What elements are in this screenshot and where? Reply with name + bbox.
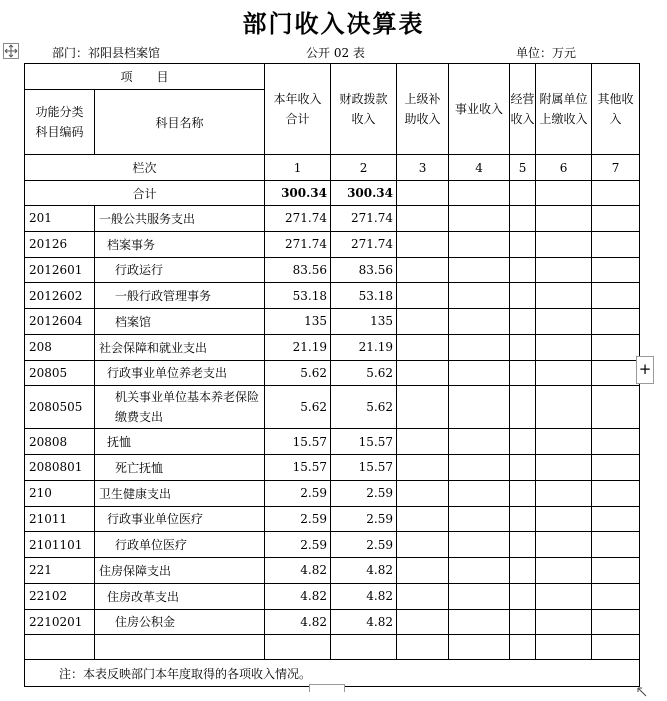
row-code: 2210201: [25, 609, 95, 635]
row-code: 20808: [25, 429, 95, 455]
row-name: 档案馆: [95, 309, 265, 335]
row-total: 5.62: [265, 360, 331, 386]
row-name: 卫生健康支出: [95, 480, 265, 506]
table-row: [25, 360, 640, 386]
column-index-label: 栏次: [25, 155, 265, 181]
table-row: [25, 558, 640, 584]
table-move-handle-icon[interactable]: [3, 43, 19, 59]
row-fiscal: 53.18: [331, 283, 397, 309]
column-index-number: 6: [536, 155, 592, 181]
table-row: [25, 257, 640, 283]
table-row: [25, 532, 640, 558]
row-name: 行政事业单位养老支出: [95, 360, 265, 386]
row-total: 135: [265, 309, 331, 335]
row-fiscal: 2.59: [331, 506, 397, 532]
row-code: 221: [25, 558, 95, 584]
row-code: 21011: [25, 506, 95, 532]
row-fiscal: 5.62: [331, 360, 397, 386]
row-fiscal: 83.56: [331, 257, 397, 283]
row-code: 2080801: [25, 455, 95, 481]
total-fiscal-value: 300.34: [331, 181, 397, 206]
row-fiscal: 271.74: [331, 231, 397, 257]
row-total: 83.56: [265, 257, 331, 283]
row-code: 208: [25, 334, 95, 360]
table-row: [25, 283, 640, 309]
row-code: 201: [25, 206, 95, 232]
form-code-label: 公开 02 表: [306, 46, 365, 60]
row-name: 行政运行: [95, 257, 265, 283]
row-name: 一般行政管理事务: [95, 283, 265, 309]
row-code: 2012601: [25, 257, 95, 283]
unit-label: 单位：万元: [516, 46, 577, 60]
row-name: 住房保障支出: [95, 558, 265, 584]
add-row-tab-icon[interactable]: [309, 684, 345, 692]
header-other-income: 其他收入: [592, 64, 640, 155]
row-total: 4.82: [265, 558, 331, 584]
row-code: 2012604: [25, 309, 95, 335]
table-note: 注：本表反映部门本年度取得的各项收入情况。: [25, 660, 640, 687]
row-name: 机关事业单位基本养老保险缴费支出: [95, 386, 265, 429]
row-code: 2012602: [25, 283, 95, 309]
row-fiscal: 15.57: [331, 429, 397, 455]
table-row: [25, 480, 640, 506]
column-index-row: [25, 155, 640, 181]
header-item: 项 目: [25, 64, 265, 90]
table-row: [25, 309, 640, 335]
column-index-number: 3: [397, 155, 449, 181]
empty-row: [25, 635, 640, 660]
column-index-number: 1: [265, 155, 331, 181]
header-fiscal-allocation: 财政拨款收入: [331, 64, 397, 155]
table-row: [25, 455, 640, 481]
row-fiscal: 21.19: [331, 334, 397, 360]
row-total: 15.57: [265, 455, 331, 481]
row-name: 一般公共服务支出: [95, 206, 265, 232]
row-total: 5.62: [265, 386, 331, 429]
total-label: 合计: [25, 181, 265, 206]
table-row: [25, 429, 640, 455]
row-total: 21.19: [265, 334, 331, 360]
row-total: 4.82: [265, 583, 331, 609]
total-income-value: 300.34: [265, 181, 331, 206]
row-total: 2.59: [265, 532, 331, 558]
table-row: [25, 506, 640, 532]
row-fiscal: 2.59: [331, 532, 397, 558]
column-index-number: 4: [449, 155, 510, 181]
table-row: [25, 609, 640, 635]
header-business-income: 事业收入: [449, 64, 510, 155]
header-total-income: 本年收入合计: [265, 64, 331, 155]
income-table: [24, 63, 640, 687]
header-higher-subsidy: 上级补助收入: [397, 64, 449, 155]
row-code: 22102: [25, 583, 95, 609]
row-code: 2101101: [25, 532, 95, 558]
column-index-number: 7: [592, 155, 640, 181]
row-total: 2.59: [265, 506, 331, 532]
add-column-plus-icon[interactable]: +: [636, 356, 654, 384]
total-row: [25, 181, 640, 206]
table-row: [25, 334, 640, 360]
row-code: 20126: [25, 231, 95, 257]
row-total: 53.18: [265, 283, 331, 309]
header-row-1: [25, 64, 640, 90]
header-func-code: 功能分类科目编码: [25, 90, 95, 155]
row-fiscal: 5.62: [331, 386, 397, 429]
row-total: 271.74: [265, 231, 331, 257]
header-affiliate-income: 附属单位上缴收入: [536, 64, 592, 155]
row-name: 住房公积金: [95, 609, 265, 635]
row-name: 社会保障和就业支出: [95, 334, 265, 360]
row-total: 15.57: [265, 429, 331, 455]
note-row: [25, 660, 640, 687]
header-subject-name: 科目名称: [95, 90, 265, 155]
row-fiscal: 4.82: [331, 558, 397, 584]
row-fiscal: 2.59: [331, 480, 397, 506]
department-label: 部门：祁阳县档案馆: [52, 46, 161, 60]
row-name: 死亡抚恤: [95, 455, 265, 481]
row-total: 2.59: [265, 480, 331, 506]
row-fiscal: 271.74: [331, 206, 397, 232]
row-fiscal: 15.57: [331, 455, 397, 481]
row-name: 档案事务: [95, 231, 265, 257]
row-name: 行政单位医疗: [95, 532, 265, 558]
page-title: 部门收入决算表: [242, 10, 425, 38]
row-total: 271.74: [265, 206, 331, 232]
column-index-number: 5: [510, 155, 536, 181]
row-fiscal: 4.82: [331, 583, 397, 609]
row-fiscal: 4.82: [331, 609, 397, 635]
header-operating-income: 经营收入: [510, 64, 536, 155]
row-total: 4.82: [265, 609, 331, 635]
table-row: [25, 583, 640, 609]
row-name: 住房改革支出: [95, 583, 265, 609]
row-name: 抚恤: [95, 429, 265, 455]
row-fiscal: 135: [331, 309, 397, 335]
table-row: [25, 386, 640, 429]
resize-corner-icon[interactable]: [637, 682, 647, 692]
row-code: 20805: [25, 360, 95, 386]
row-code: 2080505: [25, 386, 95, 429]
table-row: [25, 231, 640, 257]
column-index-number: 2: [331, 155, 397, 181]
row-name: 行政事业单位医疗: [95, 506, 265, 532]
table-row: [25, 206, 640, 232]
row-code: 210: [25, 480, 95, 506]
